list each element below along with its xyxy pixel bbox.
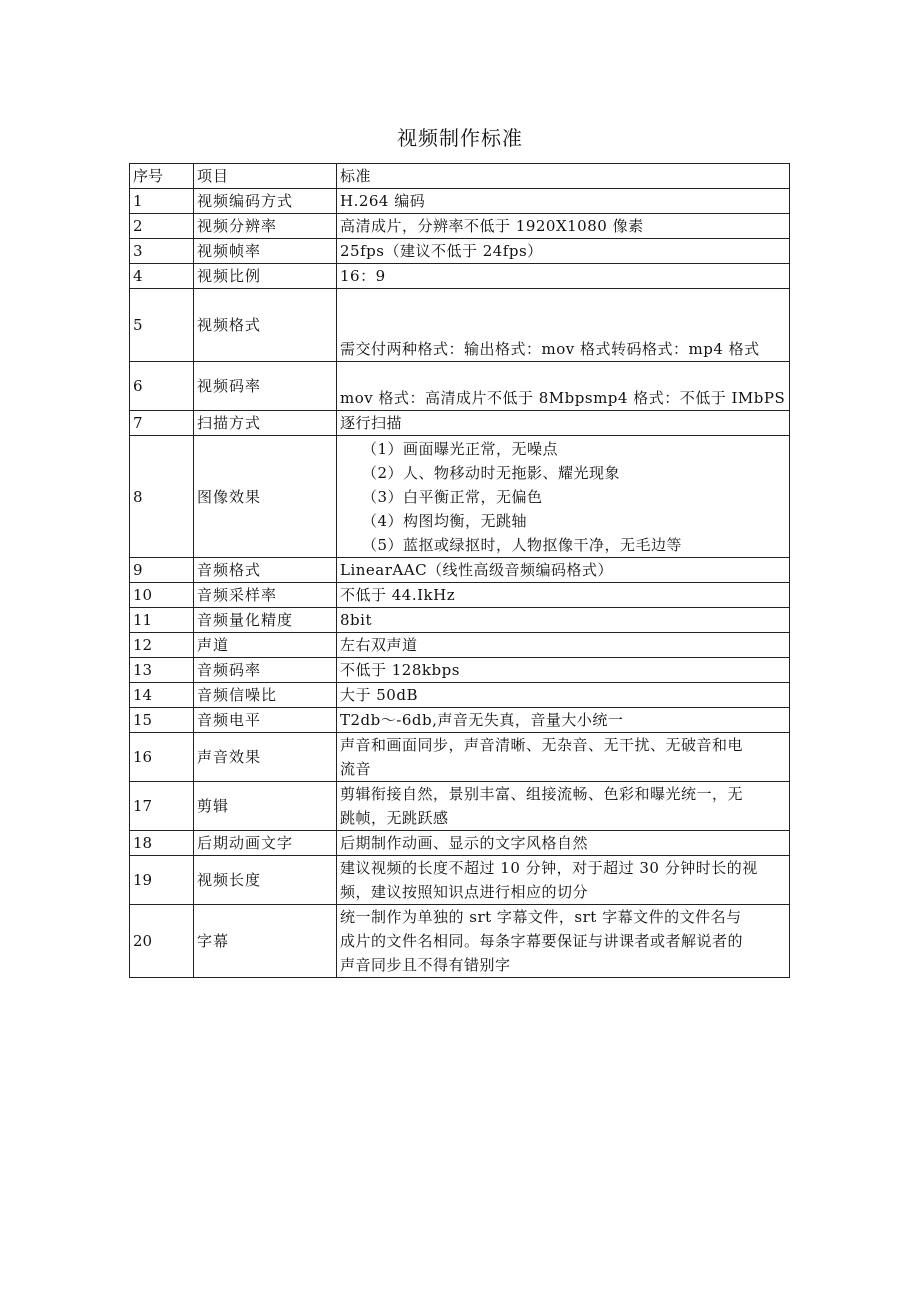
- table-row: [130, 189, 790, 214]
- row-no: 17: [130, 782, 194, 831]
- table-row: [130, 608, 790, 633]
- standard-line: 不低于 44.IkHz: [340, 586, 456, 604]
- row-item: 剪辑: [194, 782, 337, 831]
- table-row: [130, 362, 790, 411]
- row-no: 3: [130, 239, 194, 264]
- row-item: 后期动画文字: [194, 831, 337, 856]
- row-no: 8: [130, 436, 194, 558]
- row-item: 音频电平: [194, 708, 337, 733]
- row-standard: [337, 633, 790, 658]
- standard-line: 建议视频的长度不超过 10 分钟，对于超过 30 分钟时长的视: [340, 859, 758, 877]
- row-standard: [337, 583, 790, 608]
- row-no: 10: [130, 583, 194, 608]
- standard-line: 频，建议按照知识点进行相应的切分: [340, 883, 589, 901]
- row-no: 20: [130, 905, 194, 978]
- row-no: 4: [130, 264, 194, 289]
- standard-line: 8bit: [340, 611, 372, 629]
- row-item: 音频格式: [194, 558, 337, 583]
- row-item: 扫描方式: [194, 411, 337, 436]
- table-row: [130, 583, 790, 608]
- standard-line: （1）画面曝光正常，无噪点: [362, 439, 559, 458]
- standard-line: 需交付两种格式：输出格式：mov 格式转码格式：mp4 格式: [340, 340, 760, 358]
- row-item: 音频采样率: [194, 583, 337, 608]
- row-item: 视频比例: [194, 264, 337, 289]
- row-item: 音频码率: [194, 658, 337, 683]
- row-standard: [337, 214, 790, 239]
- header-item: 项目: [194, 164, 337, 189]
- table-row: [130, 633, 790, 658]
- standard-line: 剪辑衔接自然，景别丰富、组接流畅、色彩和曝光统一，无: [340, 785, 744, 803]
- row-no: 15: [130, 708, 194, 733]
- table-row: [130, 683, 790, 708]
- row-standard: [337, 782, 790, 831]
- standard-line: 跳帧，无跳跃感: [340, 809, 449, 827]
- row-item: 声道: [194, 633, 337, 658]
- table-row: [130, 214, 790, 239]
- row-no: 11: [130, 608, 194, 633]
- standard-line: 逐行扫描: [340, 414, 403, 432]
- row-standard: [337, 189, 790, 214]
- standard-line: 16：9: [340, 267, 386, 285]
- row-standard: [337, 362, 790, 411]
- row-standard: [337, 733, 790, 782]
- row-item: 字幕: [194, 905, 337, 978]
- header-no: 序号: [130, 164, 194, 189]
- row-standard: [337, 264, 790, 289]
- standard-line: （5）蓝抠或绿抠时，人物抠像干净，无毛边等: [362, 535, 683, 554]
- row-item: 图像效果: [194, 436, 337, 558]
- table-row: [130, 733, 790, 782]
- row-standard: [337, 905, 790, 978]
- table-row: [130, 264, 790, 289]
- table-row: [130, 239, 790, 264]
- row-standard: [337, 658, 790, 683]
- header-standard: 标准: [337, 164, 790, 189]
- row-item: 视频格式: [194, 289, 337, 362]
- row-no: 9: [130, 558, 194, 583]
- standard-line: H.264 编码: [340, 192, 426, 210]
- table-row: [130, 831, 790, 856]
- standard-line: 声音和画面同步，声音清晰、无杂音、无干扰、无破音和电: [340, 736, 744, 754]
- row-standard: [337, 831, 790, 856]
- row-item: 视频帧率: [194, 239, 337, 264]
- standard-line: LinearAAC（线性高级音频编码格式）: [340, 561, 614, 579]
- row-no: 14: [130, 683, 194, 708]
- row-standard: [337, 683, 790, 708]
- table-row: [130, 782, 790, 831]
- row-no: 6: [130, 362, 194, 411]
- row-item: 视频编码方式: [194, 189, 337, 214]
- row-no: 5: [130, 289, 194, 362]
- standard-line: 25fps（建议不低于 24fps）: [340, 242, 543, 260]
- row-standard: [337, 856, 790, 905]
- standard-line: 统一制作为单独的 srt 字幕文件，srt 字幕文件的文件名与: [340, 908, 742, 926]
- table-row: [130, 558, 790, 583]
- row-no: 1: [130, 189, 194, 214]
- row-item: 视频码率: [194, 362, 337, 411]
- standard-line: 后期制作动画、显示的文字风格自然: [340, 834, 589, 852]
- row-no: 18: [130, 831, 194, 856]
- table-header-row: [130, 164, 790, 189]
- row-no: 16: [130, 733, 194, 782]
- table-row: [130, 289, 790, 362]
- row-no: 13: [130, 658, 194, 683]
- document-title: 视频制作标准: [397, 126, 523, 150]
- row-standard: [337, 708, 790, 733]
- standard-line: 成片的文件名相同。每条字幕要保证与讲课者或者解说者的: [340, 932, 744, 950]
- standard-line: 声音同步且不得有错别字: [340, 956, 511, 974]
- row-no: 19: [130, 856, 194, 905]
- row-standard: [337, 608, 790, 633]
- standard-line: 左右双声道: [340, 636, 418, 654]
- row-standard: [337, 239, 790, 264]
- row-item: 视频长度: [194, 856, 337, 905]
- row-item: 音频信噪比: [194, 683, 337, 708]
- table-row: [130, 411, 790, 436]
- row-standard: [337, 558, 790, 583]
- table-row: [130, 658, 790, 683]
- row-no: 2: [130, 214, 194, 239]
- row-standard: [337, 289, 790, 362]
- row-standard: [337, 436, 790, 558]
- row-standard: [337, 411, 790, 436]
- standard-line: （3）白平衡正常，无偏色: [362, 487, 543, 506]
- row-no: 7: [130, 411, 194, 436]
- standard-line: 不低于 128kbps: [340, 661, 460, 679]
- standard-line: （2）人、物移动时无拖影、耀光现象: [362, 463, 621, 482]
- table-row: [130, 708, 790, 733]
- standard-line: 大于 50dB: [340, 686, 418, 704]
- standard-line: 高清成片，分辨率不低于 1920X1080 像素: [340, 217, 644, 235]
- standard-line: 流音: [340, 760, 372, 778]
- row-no: 12: [130, 633, 194, 658]
- standard-line: T2db～-6db,声音无失真，音量大小统一: [340, 711, 624, 729]
- standard-line: （4）构图均衡，无跳轴: [362, 511, 528, 530]
- table-row: [130, 905, 790, 978]
- standard-line: mov 格式：高清成片不低于 8Mbpsmp4 格式：不低于 IMbPS: [340, 389, 786, 407]
- standards-table: [129, 163, 790, 978]
- row-item: 视频分辨率: [194, 214, 337, 239]
- row-item: 音频量化精度: [194, 608, 337, 633]
- row-item: 声音效果: [194, 733, 337, 782]
- table-row: [130, 436, 790, 558]
- table-row: [130, 856, 790, 905]
